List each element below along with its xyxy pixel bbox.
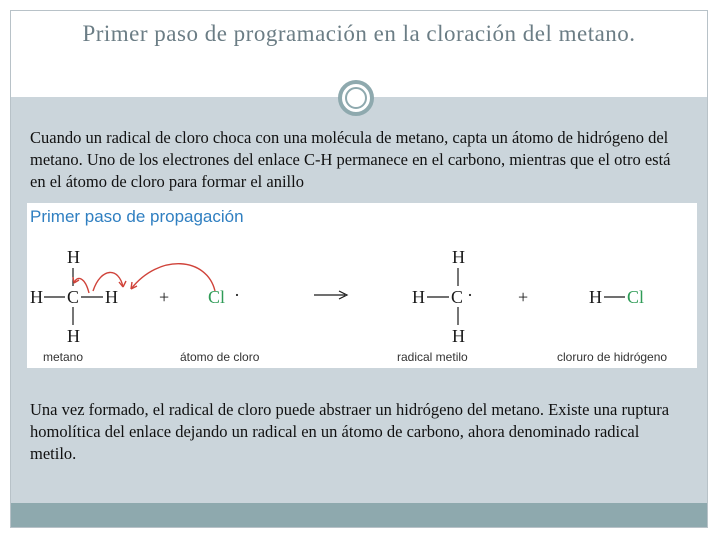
reaction-figure [27,203,697,368]
plus-sign: + [518,287,529,307]
radical-dot: · [234,285,240,305]
label-hydrogen-chloride: cloruro de hidrógeno [557,350,668,364]
methane-h-top: H [67,247,80,267]
label-methyl-radical: radical metilo [397,350,468,364]
methane-c: C [67,287,80,307]
methane-h-right: H [105,287,118,307]
label-chlorine-atom: átomo de cloro [180,350,260,364]
hcl-cl: Cl [627,287,645,307]
slide-title: Primer paso de programación en la cloración del metano. [82,21,636,46]
methane-h-bottom: H [67,326,80,346]
chlorine-atom: Cl [208,287,226,307]
methyl-h-bottom: H [452,326,465,346]
plus-sign: + [159,287,170,307]
paragraph-intro: Cuando un radical de cloro choca con una molécula de metano, capta un átomo de hidrógeno del metano. Uno de los electrones del enlace C-H permanece en el carbono, mientras que el otro está en el átomo de cloro para formar el anillo [30,128,671,191]
methane-h-left: H [30,287,43,307]
methyl-h-left: H [412,287,425,307]
paragraph-explanation: Una vez formado, el radical de cloro puede abstraer un hidrógeno del metano. Existe una ruptura homolítica del enlace dejando un radical en un átomo de carbono, ahora denominado radical metilo. [30,400,670,463]
methyl-c: C [451,287,464,307]
circle-ornament-icon [338,80,374,116]
footer-bar [11,503,707,527]
figure-title: Primer paso de propagación [30,207,244,226]
hcl-h: H [589,287,602,307]
reaction-diagram [27,203,697,368]
methyl-h-top: H [452,247,465,267]
label-methane: metano [43,350,84,364]
fishhook-arrow-icon [131,264,215,291]
methyl-radical-dot: · [467,285,473,305]
